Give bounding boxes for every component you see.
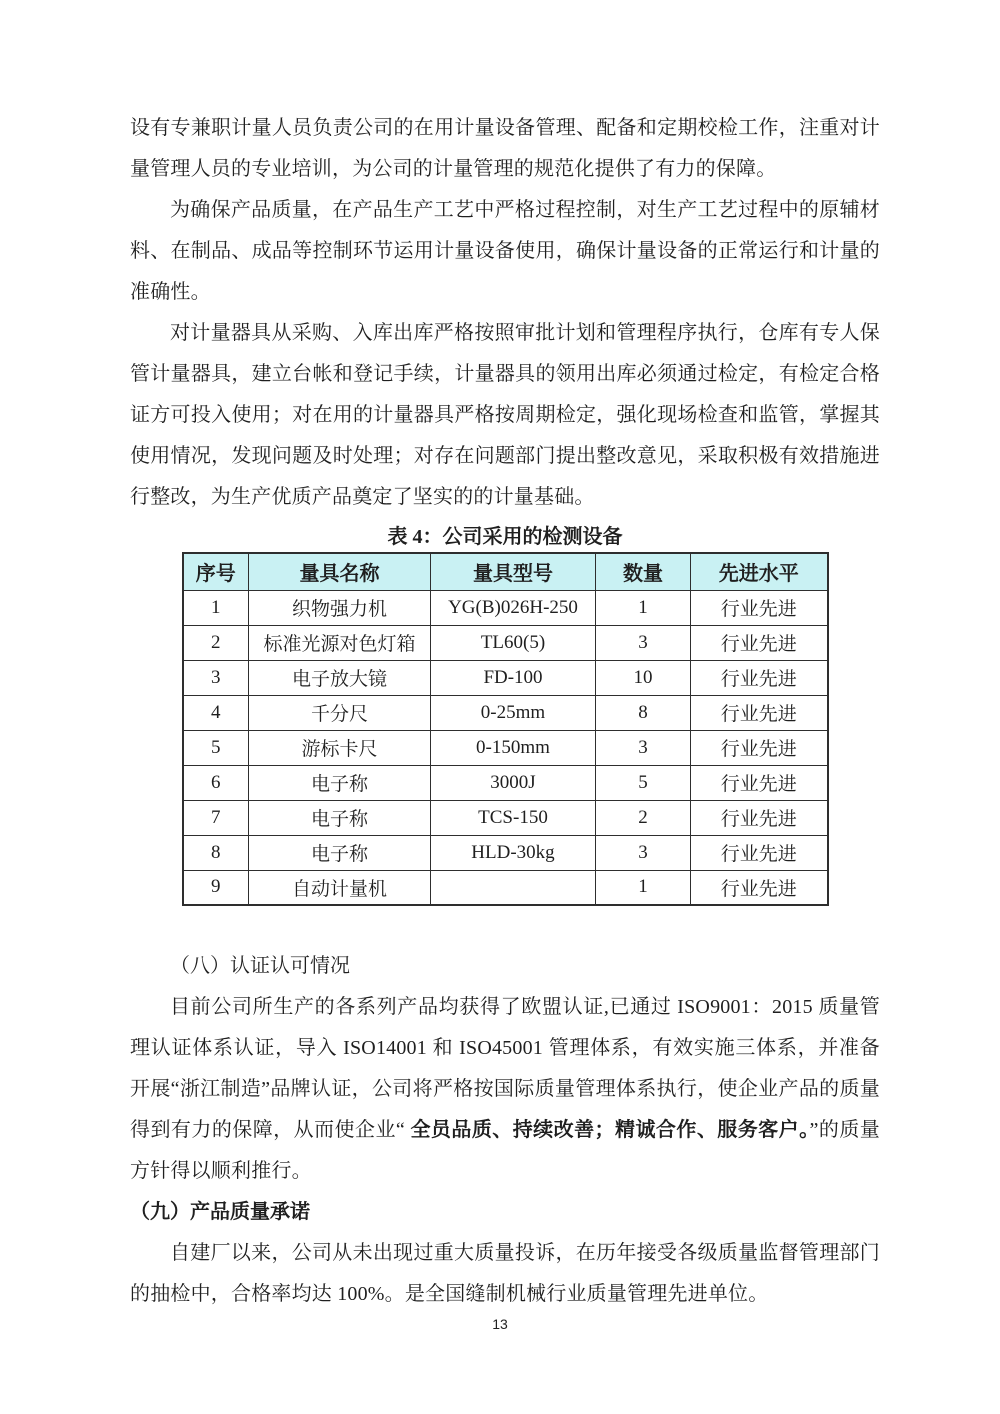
- column-header-index: 序号: [183, 553, 249, 590]
- table-header-row: [183, 553, 828, 590]
- table-cell: 4: [183, 695, 249, 730]
- table-cell: 3: [596, 835, 691, 870]
- table-cell: 8: [596, 695, 691, 730]
- table-cell: 2: [183, 625, 249, 660]
- table-cell: 行业先进: [691, 695, 828, 730]
- paragraph-quality-commitment: 自建厂以来，公司从未出现过重大质量投诉，在历年接受各级质量监督管理部门的抽检中，合格率均达 100%。是全国缝制机械行业质量管理先进单位。: [130, 1242, 880, 1305]
- table-cell: 行业先进: [691, 625, 828, 660]
- table-cell: 行业先进: [691, 765, 828, 800]
- table-cell: 电子称: [249, 835, 431, 870]
- table-cell: 行业先进: [691, 590, 828, 625]
- table-cell: 电子称: [249, 800, 431, 835]
- table-cell: YG(B)026H-250: [431, 590, 596, 625]
- table-row: [183, 730, 828, 765]
- table-cell: 行业先进: [691, 660, 828, 695]
- paragraph-certification: [130, 987, 880, 1192]
- table-cell: 1: [596, 590, 691, 625]
- table-row: [183, 835, 828, 870]
- table-cell: 5: [596, 765, 691, 800]
- table-row: [183, 695, 828, 730]
- table-cell: 0-25mm: [431, 695, 596, 730]
- certification-text-pre: 目前公司所生产的各系列产品均获得了欧盟认证,已通过 ISO9001：2015 质量管理认证体系认证，导入 ISO14001 和 ISO45001 管理体系，有效实施三体系，并准备开展“浙江制造”品牌认证，公司将严格按国际质量管理体系执行，使企业产品的质量得到有力的保障，从而使企业“: [130, 996, 880, 1141]
- table-row: [183, 625, 828, 660]
- table-cell: 行业先进: [691, 800, 828, 835]
- table-cell: 1: [183, 590, 249, 625]
- table-cell: 2: [596, 800, 691, 835]
- table-cell: FD-100: [431, 660, 596, 695]
- table-cell: 5: [183, 730, 249, 765]
- table-cell: 6: [183, 765, 249, 800]
- table-cell: 自动计量机: [249, 870, 431, 905]
- paragraph-metrology-staff: 设有专兼职计量人员负责公司的在用计量设备管理、配备和定期校检工作，注重对计量管理人员的专业培训，为公司的计量管理的规范化提供了有力的保障。: [130, 117, 880, 180]
- table-cell: 1: [596, 870, 691, 905]
- table-cell: TCS-150: [431, 800, 596, 835]
- table-cell: TL60(5): [431, 625, 596, 660]
- paragraph-instrument-management: 对计量器具从采购、入库出库严格按照审批计划和管理程序执行，仓库有专人保管计量器具，建立台帐和登记手续，计量器具的领用出库必须通过检定，有检定合格证方可投入使用；对在用的计量器具严格按周期检定，强化现场检查和监管，掌握其使用情况，发现问题及时处理；对存在问题部门提出整改意见，采取积极有效措施进行整改，为生产优质产品奠定了坚实的的计量基础。: [130, 322, 880, 508]
- equipment-table: [182, 552, 829, 906]
- certification-text-post: ”的质量方针得以顺利推行。: [130, 1119, 880, 1182]
- table-cell: 7: [183, 800, 249, 835]
- table-row: [183, 800, 828, 835]
- column-header-model: 量具型号: [431, 553, 596, 590]
- table-cell: 电子放大镜: [249, 660, 431, 695]
- table-title: 表 4：公司采用的检测设备: [387, 526, 623, 548]
- table-cell: 3: [596, 730, 691, 765]
- table-cell: 游标卡尺: [249, 730, 431, 765]
- table-cell: 千分尺: [249, 695, 431, 730]
- table-row: [183, 660, 828, 695]
- table-cell: 行业先进: [691, 730, 828, 765]
- table-cell: 织物强力机: [249, 590, 431, 625]
- quality-policy-bold-text: 全员品质、持续改善；精诚合作、服务客户。: [410, 1119, 810, 1141]
- page-number: 13: [492, 1316, 508, 1332]
- table-cell: 10: [596, 660, 691, 695]
- table-row: [183, 765, 828, 800]
- table-cell: 8: [183, 835, 249, 870]
- table-row: [183, 590, 828, 625]
- table-cell: 9: [183, 870, 249, 905]
- table-cell: [431, 870, 596, 905]
- table-cell: 3: [183, 660, 249, 695]
- table-cell: 行业先进: [691, 870, 828, 905]
- section-heading-quality-commitment: （九）产品质量承诺: [130, 1201, 310, 1223]
- column-header-name: 量具名称: [249, 553, 431, 590]
- paragraph-process-control: 为确保产品质量，在产品生产工艺中严格过程控制，对生产工艺过程中的原辅材料、在制品、成品等控制环节运用计量设备使用，确保计量设备的正常运行和计量的准确性。: [130, 199, 880, 303]
- table-cell: 行业先进: [691, 835, 828, 870]
- table-cell: HLD-30kg: [431, 835, 596, 870]
- column-header-quantity: 数量: [596, 553, 691, 590]
- table-cell: 3: [596, 625, 691, 660]
- table-cell: 3000J: [431, 765, 596, 800]
- section-heading-certification: （八）认证认可情况: [170, 955, 350, 977]
- column-header-level: 先进水平: [691, 553, 828, 590]
- table-cell: 电子称: [249, 765, 431, 800]
- table-cell: 标准光源对色灯箱: [249, 625, 431, 660]
- table-row: [183, 870, 828, 905]
- table-cell: 0-150mm: [431, 730, 596, 765]
